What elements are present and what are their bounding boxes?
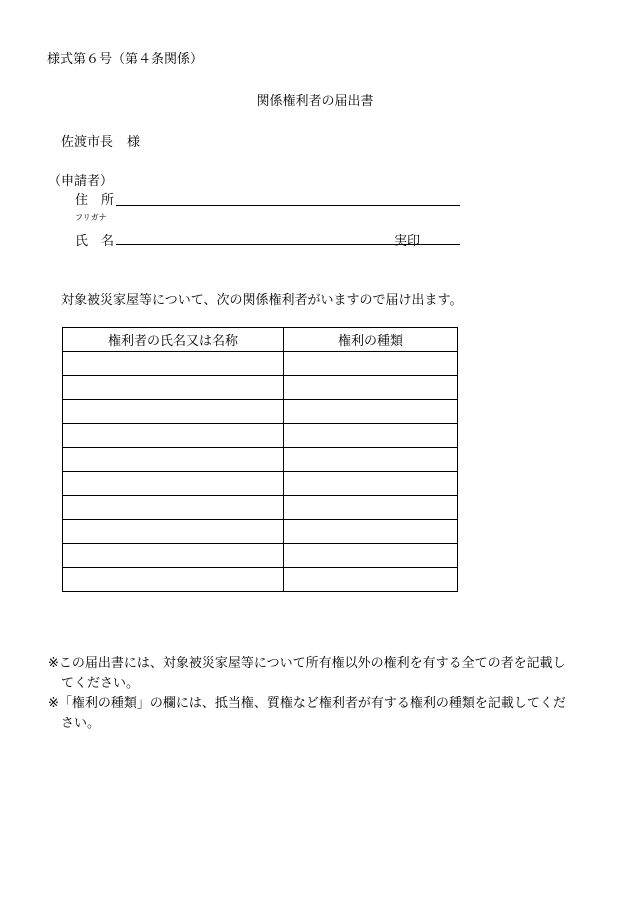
right-type-cell[interactable]: [284, 424, 458, 448]
right-type-cell[interactable]: [284, 544, 458, 568]
document-title: 関係権利者の届出書: [256, 94, 374, 109]
note-right-type: [48, 694, 566, 734]
holder-name-cell[interactable]: [63, 376, 284, 400]
holder-name-cell[interactable]: [63, 424, 284, 448]
addressee-suffix: 様: [127, 135, 141, 150]
rights-holder-table: [62, 327, 458, 592]
note-line: ※この届出書には、対象被災家屋等について所有権以外の権利を有する全ての者を記載し: [48, 656, 566, 671]
table-row: [63, 400, 458, 424]
column-header-holder-name: 権利者の氏名又は名称: [63, 328, 284, 352]
name-field[interactable]: [116, 244, 460, 245]
right-type-cell[interactable]: [284, 352, 458, 376]
note-all-holders: [48, 654, 566, 694]
form-number: 様式第６号（第４条関係）: [47, 52, 204, 67]
note-line: ※「権利の種類」の欄には、抵当権、質権など権利者が有する権利の種類を記載してくだ: [48, 696, 566, 711]
right-type-cell[interactable]: [284, 376, 458, 400]
furigana-label: フリガナ: [75, 213, 107, 222]
holder-name-cell[interactable]: [63, 448, 284, 472]
right-type-cell[interactable]: [284, 520, 458, 544]
statement-text: 対象被災家屋等について、次の関係権利者がいますので届け出ます。: [61, 293, 463, 308]
right-type-cell[interactable]: [284, 400, 458, 424]
address-field[interactable]: [116, 205, 460, 206]
table-row: [63, 448, 458, 472]
holder-name-cell[interactable]: [63, 520, 284, 544]
holder-name-cell[interactable]: [63, 352, 284, 376]
name-label: 氏 名: [75, 234, 115, 249]
applicant-heading: （申請者）: [48, 174, 114, 189]
table-row: [63, 352, 458, 376]
table-row: [63, 376, 458, 400]
table-row: [63, 496, 458, 520]
table-row: [63, 544, 458, 568]
table-row: [63, 568, 458, 592]
right-type-cell[interactable]: [284, 448, 458, 472]
holder-name-cell[interactable]: [63, 400, 284, 424]
table-row: [63, 520, 458, 544]
addressee: [61, 131, 140, 150]
table-row: [63, 472, 458, 496]
address-label: 住 所: [75, 193, 115, 208]
right-type-cell[interactable]: [284, 496, 458, 520]
right-type-cell[interactable]: [284, 472, 458, 496]
addressee-name: 佐渡市長: [61, 135, 114, 150]
right-type-cell[interactable]: [284, 568, 458, 592]
holder-name-cell[interactable]: [63, 496, 284, 520]
table-row: [63, 424, 458, 448]
note-line: さい。: [61, 716, 101, 731]
table-header-row: [63, 328, 458, 352]
seal-label: 実印: [394, 234, 421, 249]
holder-name-cell[interactable]: [63, 544, 284, 568]
note-line: てください。: [61, 676, 140, 691]
holder-name-cell[interactable]: [63, 472, 284, 496]
column-header-right-type: 権利の種類: [284, 328, 458, 352]
holder-name-cell[interactable]: [63, 568, 284, 592]
